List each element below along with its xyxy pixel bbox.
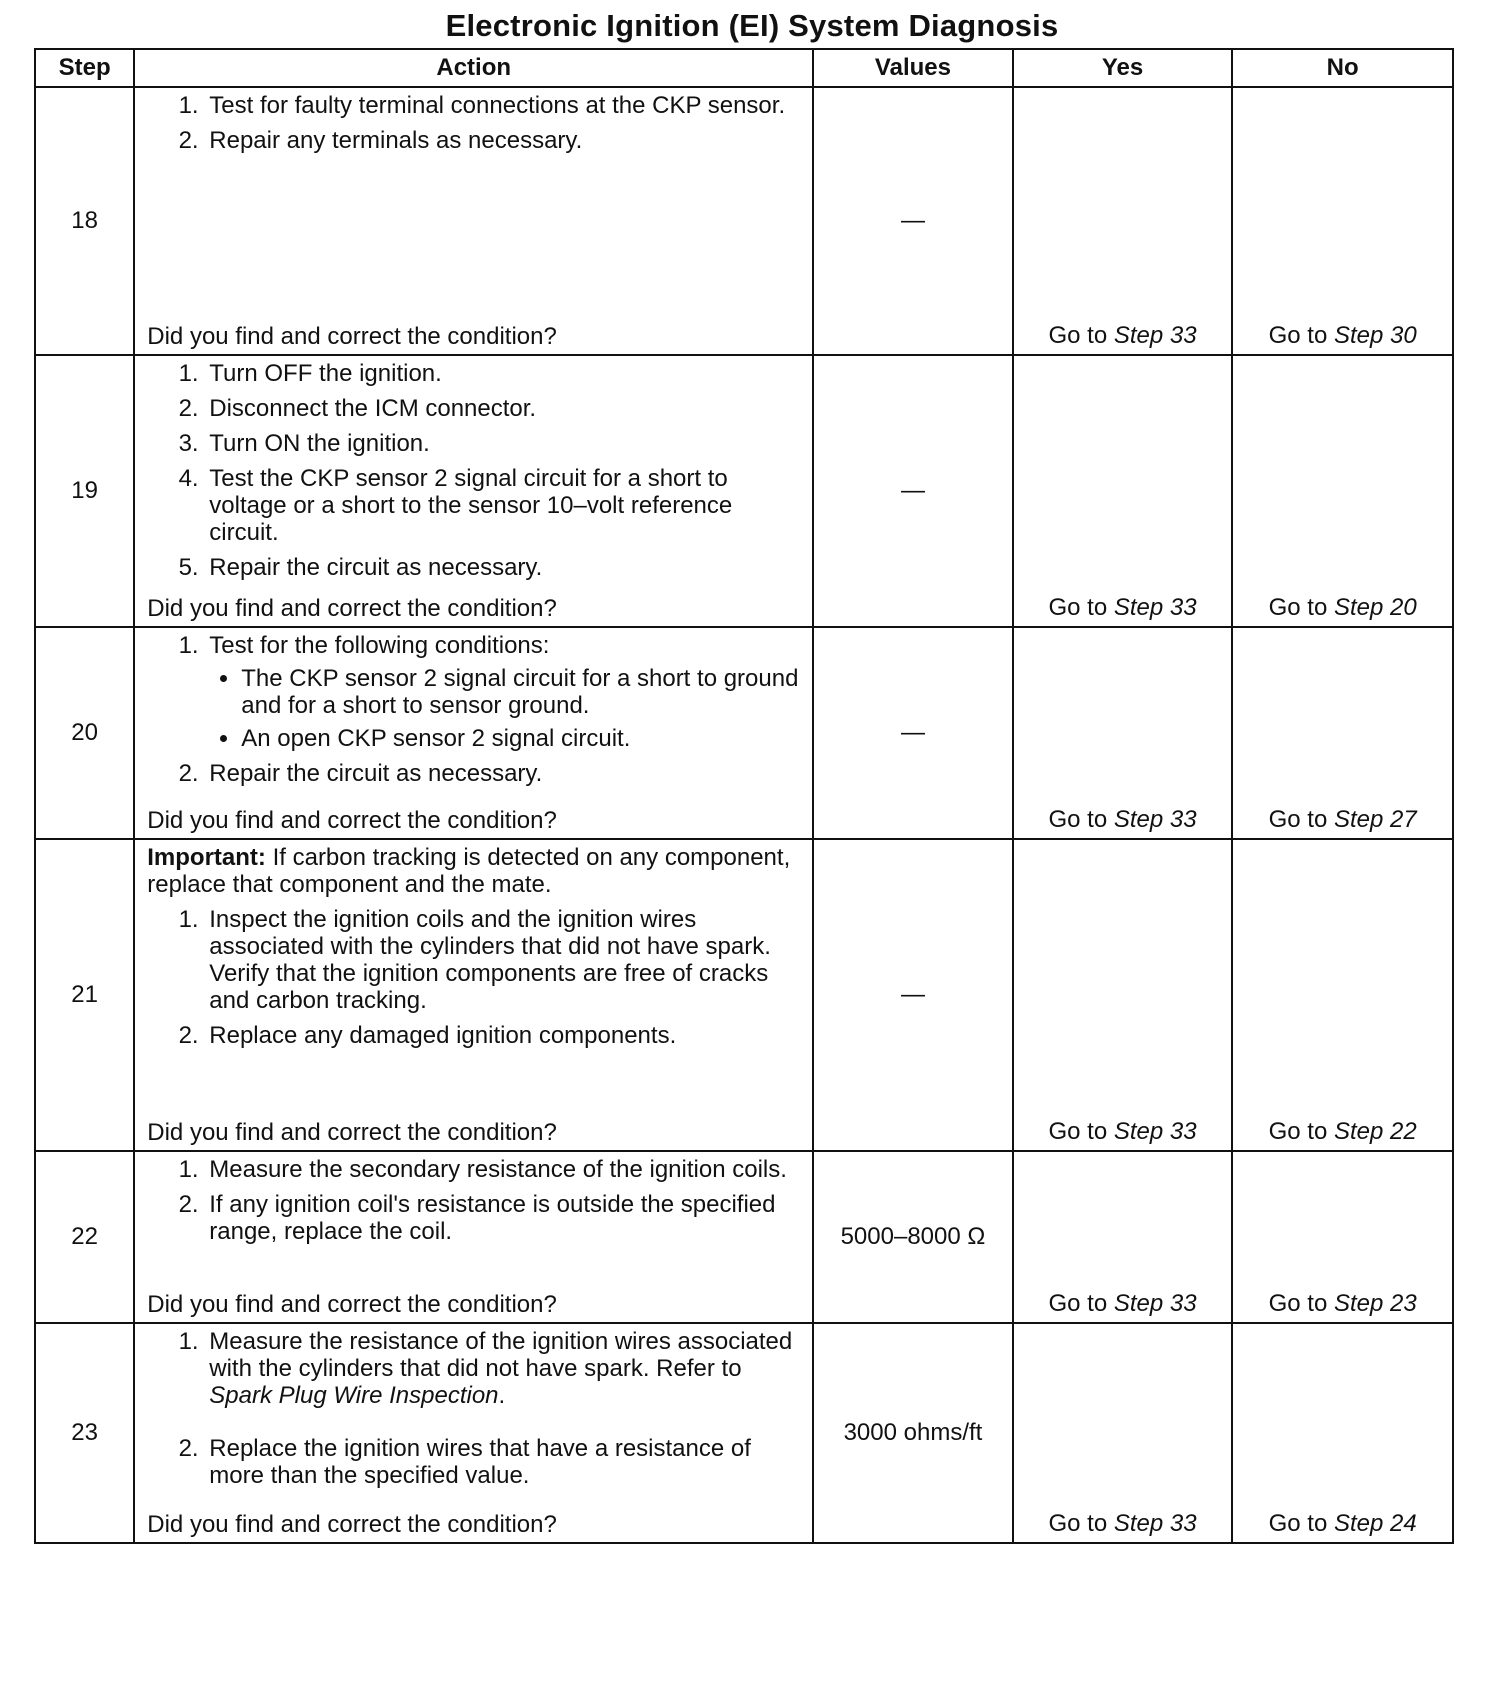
value-cell: — <box>813 839 1013 1151</box>
action-item-end: . <box>498 1382 506 1409</box>
action-cell <box>134 1151 813 1323</box>
yes-cell <box>1013 627 1233 839</box>
action-cell <box>134 839 813 1151</box>
action-item: 2. Disconnect the ICM connector. <box>205 395 804 422</box>
question-text: Did you find and correct the condition? <box>147 1511 557 1538</box>
yes-step-link[interactable]: Step 33 <box>1113 1290 1197 1317</box>
table-row <box>35 1151 1453 1323</box>
action-item: 2. Replace any damaged ignition components. <box>205 1022 804 1049</box>
action-item: 1. Test for faulty terminal connections at the CKP sensor. <box>205 92 804 119</box>
action-item: 4. Test the CKP sensor 2 signal circuit for a short to voltage or a short to the sensor 10–volt reference circuit. <box>205 465 804 546</box>
action-item: 1. Measure the secondary resistance of the ignition coils. <box>205 1156 804 1183</box>
action-item: 1. Turn OFF the ignition. <box>205 360 804 387</box>
action-list <box>147 632 804 795</box>
table-row <box>35 839 1453 1151</box>
no-cell <box>1232 839 1453 1151</box>
go-to-prefix: Go to <box>1048 594 1108 621</box>
action-item: 2. Repair any terminals as necessary. <box>205 127 804 154</box>
question-text: Did you find and correct the condition? <box>147 1291 557 1318</box>
step-number: 19 <box>35 355 134 627</box>
condition-item: • An open CKP sensor 2 signal circuit. <box>241 725 804 752</box>
question-text: Did you find and correct the condition? <box>147 595 557 622</box>
action-item: 2. Replace the ignition wires that have a resistance of more than the specified value. <box>205 1435 804 1489</box>
yes-step-link[interactable]: Step 33 <box>1113 322 1197 349</box>
important-label: Important: <box>147 844 266 871</box>
header-action: Action <box>134 49 813 87</box>
table-row <box>35 355 1453 627</box>
action-item: 1. Inspect the ignition coils and the ignition wires associated with the cylinders that did not have spark. Verify that the ignition components are free of cracks and carbon tracking. <box>205 906 804 1014</box>
page-title: Electronic Ignition (EI) System Diagnosis <box>445 8 1059 43</box>
important-text: If carbon tracking is detected on any component, replace that component and the mate. <box>147 844 791 898</box>
action-item: 5. Repair the circuit as necessary. <box>205 554 804 581</box>
yes-step-link[interactable]: Step 33 <box>1113 1118 1197 1145</box>
value-cell: — <box>813 627 1013 839</box>
go-to-prefix: Go to <box>1268 594 1328 621</box>
yes-cell <box>1013 87 1233 355</box>
header-yes: Yes <box>1013 49 1233 87</box>
no-step-link[interactable]: Step 20 <box>1333 594 1417 621</box>
action-item: 3. Turn ON the ignition. <box>205 430 804 457</box>
value-cell: 5000–8000 Ω <box>813 1151 1013 1323</box>
action-item <box>205 632 804 752</box>
no-cell <box>1232 1151 1453 1323</box>
cross-reference-link[interactable]: Spark Plug Wire Inspection <box>209 1382 499 1409</box>
important-note <box>147 844 804 898</box>
action-item-text: Test for the following conditions: <box>209 632 550 659</box>
value-cell: 3000 ohms/ft <box>813 1323 1013 1543</box>
go-to-prefix: Go to <box>1048 1118 1108 1145</box>
header-row <box>35 49 1453 87</box>
yes-step-link[interactable]: Step 33 <box>1113 594 1197 621</box>
no-step-link[interactable]: Step 24 <box>1333 1510 1417 1537</box>
action-list <box>147 360 804 589</box>
question-text: Did you find and correct the condition? <box>147 1119 557 1146</box>
no-step-link[interactable]: Step 22 <box>1333 1118 1417 1145</box>
condition-item: • The CKP sensor 2 signal circuit for a short to ground and for a short to sensor ground. <box>241 665 804 719</box>
action-cell <box>134 355 813 627</box>
go-to-prefix: Go to <box>1268 806 1328 833</box>
go-to-prefix: Go to <box>1268 322 1328 349</box>
table-row <box>35 87 1453 355</box>
yes-cell <box>1013 355 1233 627</box>
table-row <box>35 627 1453 839</box>
action-item: 2. If any ignition coil's resistance is outside the specified range, replace the coil. <box>205 1191 804 1245</box>
step-number: 21 <box>35 839 134 1151</box>
yes-step-link[interactable]: Step 33 <box>1113 1510 1197 1537</box>
step-number: 23 <box>35 1323 134 1543</box>
action-item: 2. Repair the circuit as necessary. <box>205 760 804 787</box>
action-item-text: Measure the resistance of the ignition wires associated with the cylinders that did not have spark. Refer to <box>209 1328 793 1382</box>
go-to-prefix: Go to <box>1048 1510 1108 1537</box>
yes-cell <box>1013 1323 1233 1543</box>
go-to-prefix: Go to <box>1268 1290 1328 1317</box>
action-list <box>147 92 804 162</box>
yes-step-link[interactable]: Step 33 <box>1113 806 1197 833</box>
action-item <box>205 1328 804 1427</box>
action-list <box>147 1328 804 1497</box>
value-cell: — <box>813 87 1013 355</box>
table-row <box>35 1323 1453 1543</box>
no-cell <box>1232 355 1453 627</box>
header-step: Step <box>35 49 134 87</box>
go-to-prefix: Go to <box>1048 322 1108 349</box>
action-cell <box>134 1323 813 1543</box>
header-values: Values <box>813 49 1013 87</box>
go-to-prefix: Go to <box>1268 1510 1328 1537</box>
step-number: 22 <box>35 1151 134 1323</box>
no-cell <box>1232 87 1453 355</box>
action-cell <box>134 87 813 355</box>
yes-cell <box>1013 1151 1233 1323</box>
question-text: Did you find and correct the condition? <box>147 323 557 350</box>
no-step-link[interactable]: Step 27 <box>1333 806 1417 833</box>
question-text: Did you find and correct the condition? <box>147 807 557 834</box>
no-cell <box>1232 627 1453 839</box>
go-to-prefix: Go to <box>1048 806 1108 833</box>
yes-cell <box>1013 839 1233 1151</box>
action-list <box>147 906 804 1049</box>
go-to-prefix: Go to <box>1048 1290 1108 1317</box>
step-number: 20 <box>35 627 134 839</box>
header-no: No <box>1232 49 1453 87</box>
go-to-prefix: Go to <box>1268 1118 1328 1145</box>
no-cell <box>1232 1323 1453 1543</box>
diagnosis-table <box>34 48 1454 1544</box>
step-number: 18 <box>35 87 134 355</box>
action-cell <box>134 627 813 839</box>
action-list <box>147 1156 804 1253</box>
no-step-link[interactable]: Step 23 <box>1333 1290 1417 1317</box>
condition-list <box>209 665 804 752</box>
value-cell: — <box>813 355 1013 627</box>
no-step-link[interactable]: Step 30 <box>1333 322 1417 349</box>
